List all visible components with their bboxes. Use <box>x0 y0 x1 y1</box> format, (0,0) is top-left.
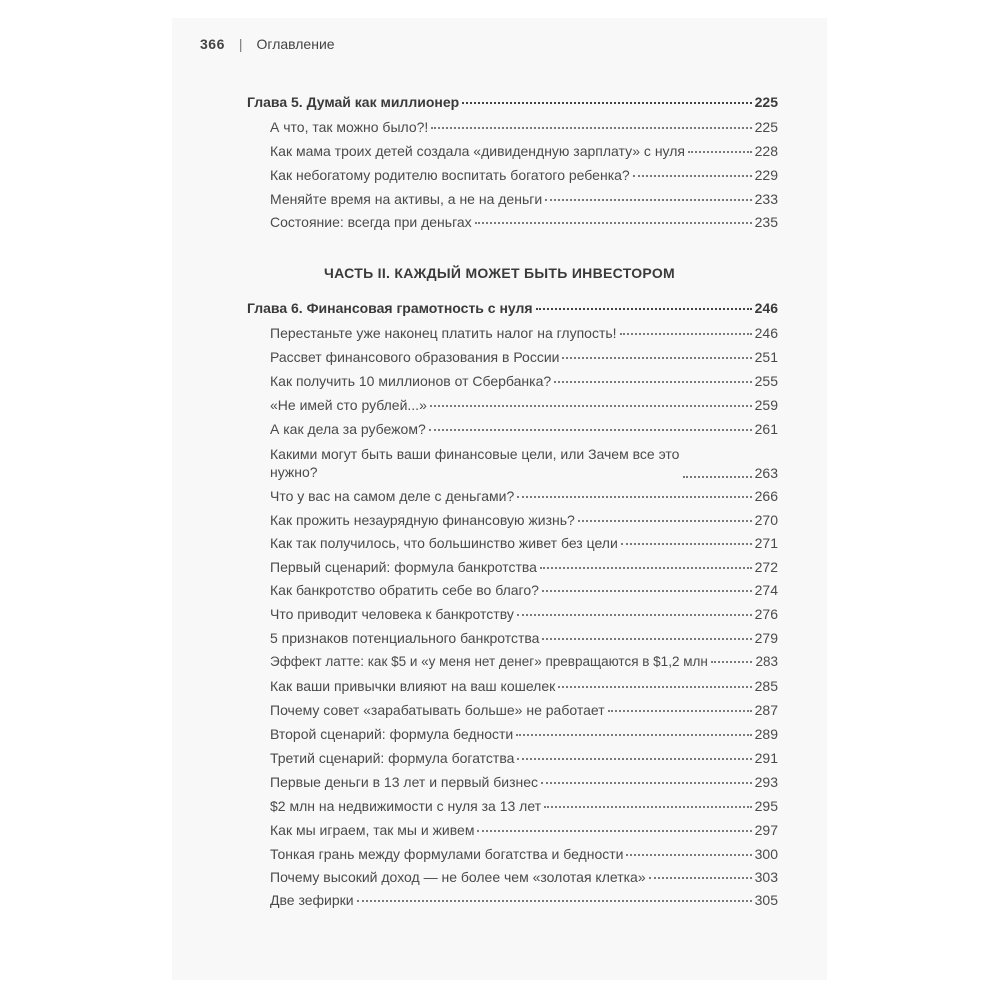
page-ref: 246 <box>754 300 778 316</box>
section-title: Рассвет финансового образования в России <box>270 349 560 365</box>
section-title: Как ваши привычки влияют на ваш кошелек <box>270 678 556 694</box>
page-ref: 279 <box>754 630 778 646</box>
toc-section[interactable] <box>270 846 778 862</box>
section-title: Что приводит человека к банкротству <box>270 606 514 622</box>
dot-leader <box>683 476 752 478</box>
page-ref: 235 <box>754 214 778 230</box>
dot-leader <box>554 381 752 383</box>
dot-leader <box>536 308 752 310</box>
page-header <box>200 36 335 52</box>
page-ref: 283 <box>755 654 778 669</box>
dot-leader <box>544 806 752 808</box>
toc-section[interactable] <box>270 822 778 838</box>
toc-section[interactable] <box>270 726 778 742</box>
section-title: Эффект латте: как $5 и «у меня нет денег» превращаются в $1,2 млн <box>270 654 708 669</box>
page-ref: 289 <box>754 726 778 742</box>
page-ref: 263 <box>754 465 778 481</box>
section-title: А что, так можно было?! <box>270 119 429 135</box>
toc-section[interactable] <box>270 214 778 230</box>
dot-leader <box>477 830 751 832</box>
toc-section[interactable] <box>270 325 778 341</box>
section-title: Как мы играем, так мы и живем <box>270 822 475 838</box>
page-ref: 259 <box>754 397 778 413</box>
dot-leader <box>517 614 752 616</box>
toc-section[interactable] <box>270 559 778 575</box>
page-ref: 297 <box>754 822 778 838</box>
dot-leader <box>633 175 752 177</box>
page-ref: 251 <box>754 349 778 365</box>
section-title: Как получить 10 миллионов от Сбербанка? <box>270 373 552 389</box>
section-title: А как дела за рубежом? <box>270 421 426 437</box>
page-ref: 225 <box>754 119 778 135</box>
toc-section[interactable] <box>270 397 778 413</box>
section-title: Какими могут быть ваши финансовые цели, или Зачем все это нужно? <box>270 446 680 480</box>
page-ref: 276 <box>754 606 778 622</box>
page-ref: 246 <box>754 325 778 341</box>
section-title: Первый сценарий: формула банкротства <box>270 559 537 575</box>
section-title: Состояние: всегда при деньгах <box>270 214 472 230</box>
page-ref: 270 <box>754 512 778 528</box>
toc-section[interactable] <box>270 702 778 718</box>
section-title: Как так получилось, что большинство живет без цели <box>270 535 618 551</box>
section-title: Почему совет «зарабатывать больше» не работает <box>270 702 605 718</box>
dot-leader <box>711 661 753 663</box>
toc-section[interactable] <box>270 373 778 389</box>
dot-leader <box>357 900 752 902</box>
page-ref: 225 <box>754 94 778 110</box>
toc-chapter-5[interactable] <box>247 94 778 110</box>
dot-leader <box>431 127 751 129</box>
toc-section[interactable] <box>270 488 778 504</box>
toc-section[interactable] <box>270 119 778 135</box>
toc-section[interactable] <box>270 678 778 694</box>
toc-section[interactable] <box>270 445 778 481</box>
dot-leader <box>517 496 751 498</box>
dot-leader <box>688 151 752 153</box>
toc-section[interactable] <box>270 421 778 437</box>
section-title: Две зефирки <box>270 892 354 908</box>
section-title: Как банкротство обратить себе во благо? <box>270 582 539 598</box>
dot-leader <box>542 590 752 592</box>
toc-section[interactable] <box>270 191 778 207</box>
dot-leader <box>621 543 752 545</box>
page-ref: 293 <box>754 774 778 790</box>
dot-leader <box>542 638 751 640</box>
section-title: Как мама троих детей создала «дивидендную зарплату» с нуля <box>270 143 685 159</box>
section-title: Третий сценарий: формула богатства <box>270 750 515 766</box>
dot-leader <box>608 710 752 712</box>
page-ref: 274 <box>754 582 778 598</box>
toc-section[interactable] <box>270 349 778 365</box>
toc-section[interactable] <box>270 512 778 528</box>
dot-leader <box>516 734 751 736</box>
section-title: «Не имей сто рублей...» <box>270 397 427 413</box>
page-ref: 303 <box>754 869 778 885</box>
dot-leader <box>475 222 752 224</box>
page-number: 366 <box>200 36 225 52</box>
section-title: Как небогатому родителю воспитать богатого ребенка? <box>270 167 630 183</box>
running-title: Оглавление <box>256 36 335 52</box>
page-ref: 295 <box>754 798 778 814</box>
page-ref: 261 <box>754 421 778 437</box>
dot-leader <box>545 199 751 201</box>
toc-section[interactable] <box>270 654 778 670</box>
dot-leader <box>430 405 752 407</box>
page-ref: 229 <box>754 167 778 183</box>
chapter-title: Глава 6. Финансовая грамотность с нуля <box>247 300 533 316</box>
dot-leader <box>429 429 752 431</box>
section-title: Меняйте время на активы, а не на деньги <box>270 191 543 207</box>
section-title: $2 млн на недвижимости с нуля за 13 лет <box>270 798 542 814</box>
dot-leader <box>541 782 752 784</box>
toc-section[interactable] <box>270 869 778 885</box>
page-ref: 272 <box>754 559 778 575</box>
page-ref: 255 <box>754 373 778 389</box>
dot-leader <box>540 567 752 569</box>
toc-section[interactable] <box>270 630 778 646</box>
toc-section[interactable] <box>270 774 778 790</box>
dot-leader <box>620 333 752 335</box>
dot-leader <box>626 854 751 856</box>
toc-section[interactable] <box>270 143 778 159</box>
section-title: Тонкая грань между формулами богатства и бедности <box>270 846 624 862</box>
dot-leader <box>562 357 751 359</box>
toc-chapter-6[interactable] <box>247 300 778 316</box>
toc-section[interactable] <box>270 606 778 622</box>
toc-section[interactable] <box>270 582 778 598</box>
section-title: Что у вас на самом деле с деньгами? <box>270 488 515 504</box>
page-ref: 233 <box>754 191 778 207</box>
section-title: Почему высокий доход — не более чем «золотая клетка» <box>270 869 646 885</box>
section-title: Первые деньги в 13 лет и первый бизнес <box>270 774 539 790</box>
toc-section[interactable] <box>270 535 778 551</box>
page-ref: 271 <box>754 535 778 551</box>
header-separator: | <box>238 36 243 52</box>
page-ref: 287 <box>754 702 778 718</box>
dot-leader <box>649 877 752 879</box>
page-ref: 300 <box>754 846 778 862</box>
toc-section[interactable] <box>270 750 778 766</box>
part-heading: ЧАСТЬ II. КАЖДЫЙ МОЖЕТ БЫТЬ ИНВЕСТОРОМ <box>323 265 676 281</box>
section-title: Второй сценарий: формула бедности <box>270 726 514 742</box>
toc-section[interactable] <box>270 798 778 814</box>
page-ref: 285 <box>754 678 778 694</box>
section-title: Перестаньте уже наконец платить налог на глупость! <box>270 325 617 341</box>
dot-leader <box>517 758 751 760</box>
dot-leader <box>558 686 751 688</box>
page-ref: 266 <box>754 488 778 504</box>
page-ref: 305 <box>754 892 778 908</box>
section-title: 5 признаков потенциального банкротства <box>270 630 540 646</box>
dot-leader <box>578 520 752 522</box>
page-ref: 228 <box>754 143 778 159</box>
chapter-title: Глава 5. Думай как миллионер <box>247 94 460 110</box>
page-ref: 291 <box>754 750 778 766</box>
section-title: Как прожить незаурядную финансовую жизнь? <box>270 512 575 528</box>
toc-section[interactable] <box>270 167 778 183</box>
dot-leader <box>462 102 751 104</box>
toc-section[interactable] <box>270 892 778 908</box>
